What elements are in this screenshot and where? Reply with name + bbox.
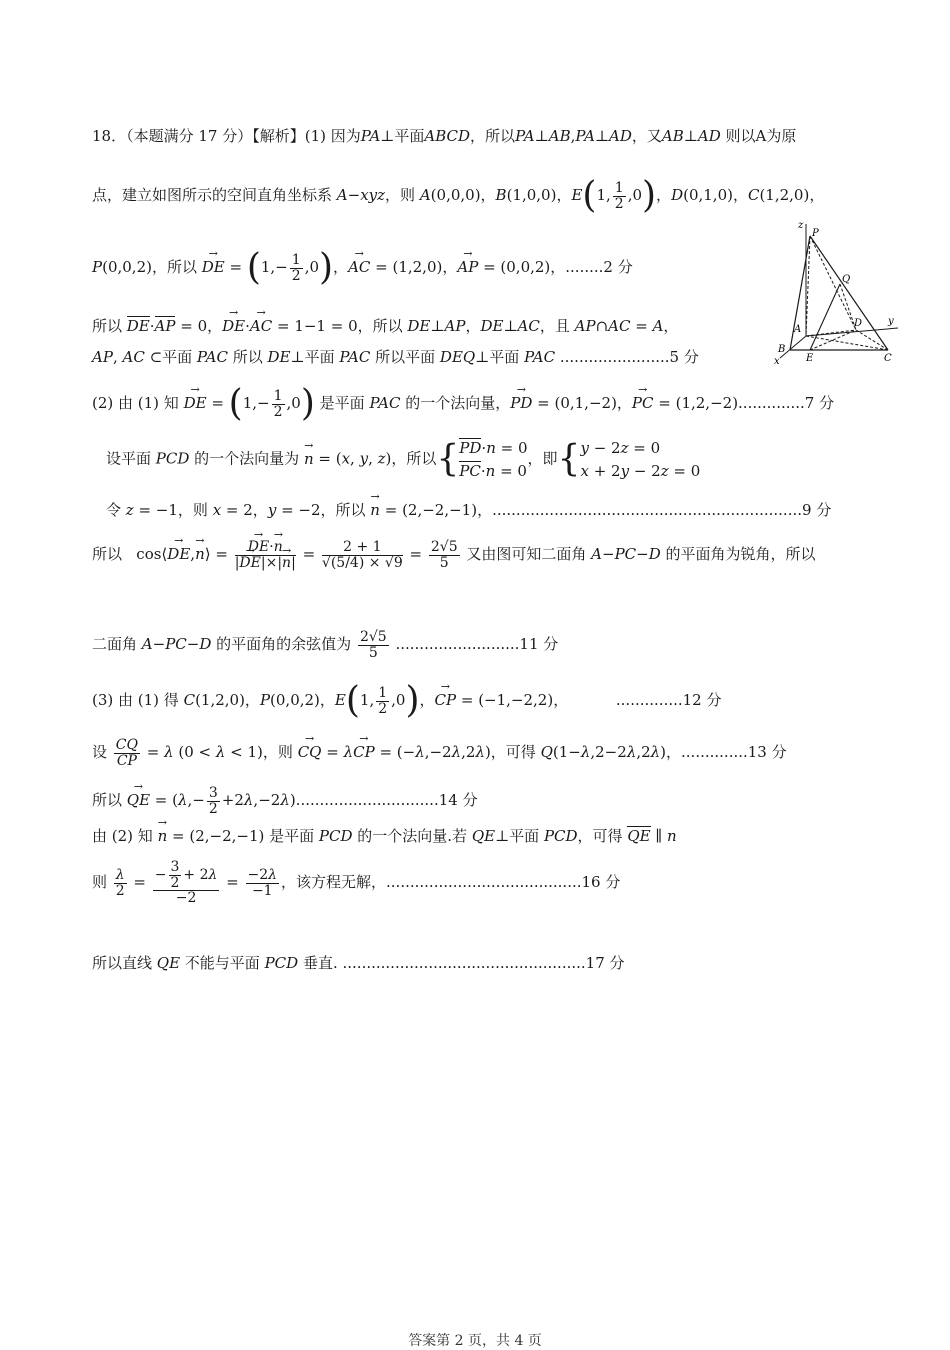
pyramid-figure — [770, 218, 900, 368]
q18-line-15: 则 $\frac{\lambda}{2}$ = − $\frac{3}{2}$ + 2λ −2 = $\frac{-2\lambda}{-1}$ ，该方程无解，.........................................16 分 — [92, 859, 621, 907]
q18-line-3: P(0,0,2)，所以 → DE = (1,− $\frac{1}{2}$ ,0)，→ AC = (1,2,0)，→ AP = (0,0,2)，........2 分 — [92, 250, 633, 286]
fig-label-d: D — [854, 318, 863, 329]
fig-label-b: B — [778, 344, 786, 355]
q18-line-9: 所以 cos⟨→ DE,→ n⟩ = → $\frac{DE\cdot\to n}{|\to DE|\times|\to n|}$ = $\frac{2 + 1}{√(5/4) \times √9}$ = $\frac{2√5}{5}$ 又由图可知二面角 A−PC−D 的平面角为锐角，所以 — [92, 540, 816, 570]
q18-line-8: 令 z = −1，则 x = 2，y = −2，所以 → n = (2,−2,−1)，.................................................................9 分 — [106, 499, 831, 520]
q18-line-11: (3) 由 (1) 得 C(1,2,0)，P(0,0,2)，E(1, $\frac{1}{2}$ ,0)，→ CP = (−1,−2,2)， ..............12 分 — [92, 683, 722, 719]
q18-line-1: 18．（本题满分 17 分）【解析】(1) 因为PA⊥平面ABCD，所以PA⊥AB,PA⊥AD，又AB⊥AD 则以A为原 — [92, 127, 797, 145]
fig-label-q: Q — [842, 274, 851, 285]
q18-line-16: 所以直线 QE 不能与平面 PCD 垂直. ...................................................17 分 — [92, 954, 625, 972]
q18-line-14: 由 (2) 知 → n = (2,−2,−1) 是平面 PCD 的一个法向量.若 QE⊥平面 PCD，可得 QE ∥ n — [92, 825, 677, 846]
fig-label-x: x — [774, 356, 780, 367]
fig-label-p: P — [812, 228, 819, 239]
q18-line-2: 点，建立如图所示的空间直角坐标系 A−xyz，则 A(0,0,0)，B(1,0,0)，E(1, $\frac{1}{2}$ ,0)，D(0,1,0)，C(1,2,0)， — [92, 175, 825, 216]
fig-label-z: z — [798, 220, 804, 231]
q18-line-10: 二面角 A−PC−D 的平面角的余弦值为 $\frac{2√5}{5}$ ..........................11 分 — [92, 629, 559, 661]
q18-line-6: (2) 由 (1) 知 → DE = (1,− $\frac{1}{2}$ ,0) 是平面 PAC 的一个法向量，→ PD = (0,1,−2)，→ PC = (1,2,−2)..............7 分 — [92, 386, 834, 422]
fig-label-a: A — [794, 324, 802, 335]
fig-label-y: y — [888, 316, 894, 327]
page-footer: 答案第 2 页，共 4 页 — [408, 1333, 542, 1349]
q18-line-12: 设 $\frac{CQ}{CP}$ = λ (0 < λ < 1)，则 → CQ = λ→ CP = (−λ,−2λ,2λ)，可得 Q(1−λ,2−2λ,2λ)，..............13 分 — [92, 738, 787, 768]
q18-line-5: AP, AC ⊂平面 PAC 所以 DE⊥平面 PAC 所以平面 DEQ⊥平面 PAC .......................5 分 — [92, 348, 699, 366]
q18-line-7: 设平面 PCD 的一个法向量为 → n = (x, y, z)，所以{PD·n = 0 PC·n = 0，即{y − 2z = 0 x + 2y − 2z = 0 — [106, 437, 700, 482]
fig-label-c: C — [884, 353, 892, 364]
q18-line-13: 所以 → QE = (λ,− $\frac{3}{2}$ +2λ,−2λ)..............................14 分 — [92, 786, 478, 816]
fig-label-e: E — [806, 353, 814, 364]
q18-line-4: 所以 DE·AP = 0，→ DE·→ AC = 1−1 = 0，所以 DE⊥AP，DE⊥AC，且 AP∩AC = A， — [92, 315, 678, 336]
